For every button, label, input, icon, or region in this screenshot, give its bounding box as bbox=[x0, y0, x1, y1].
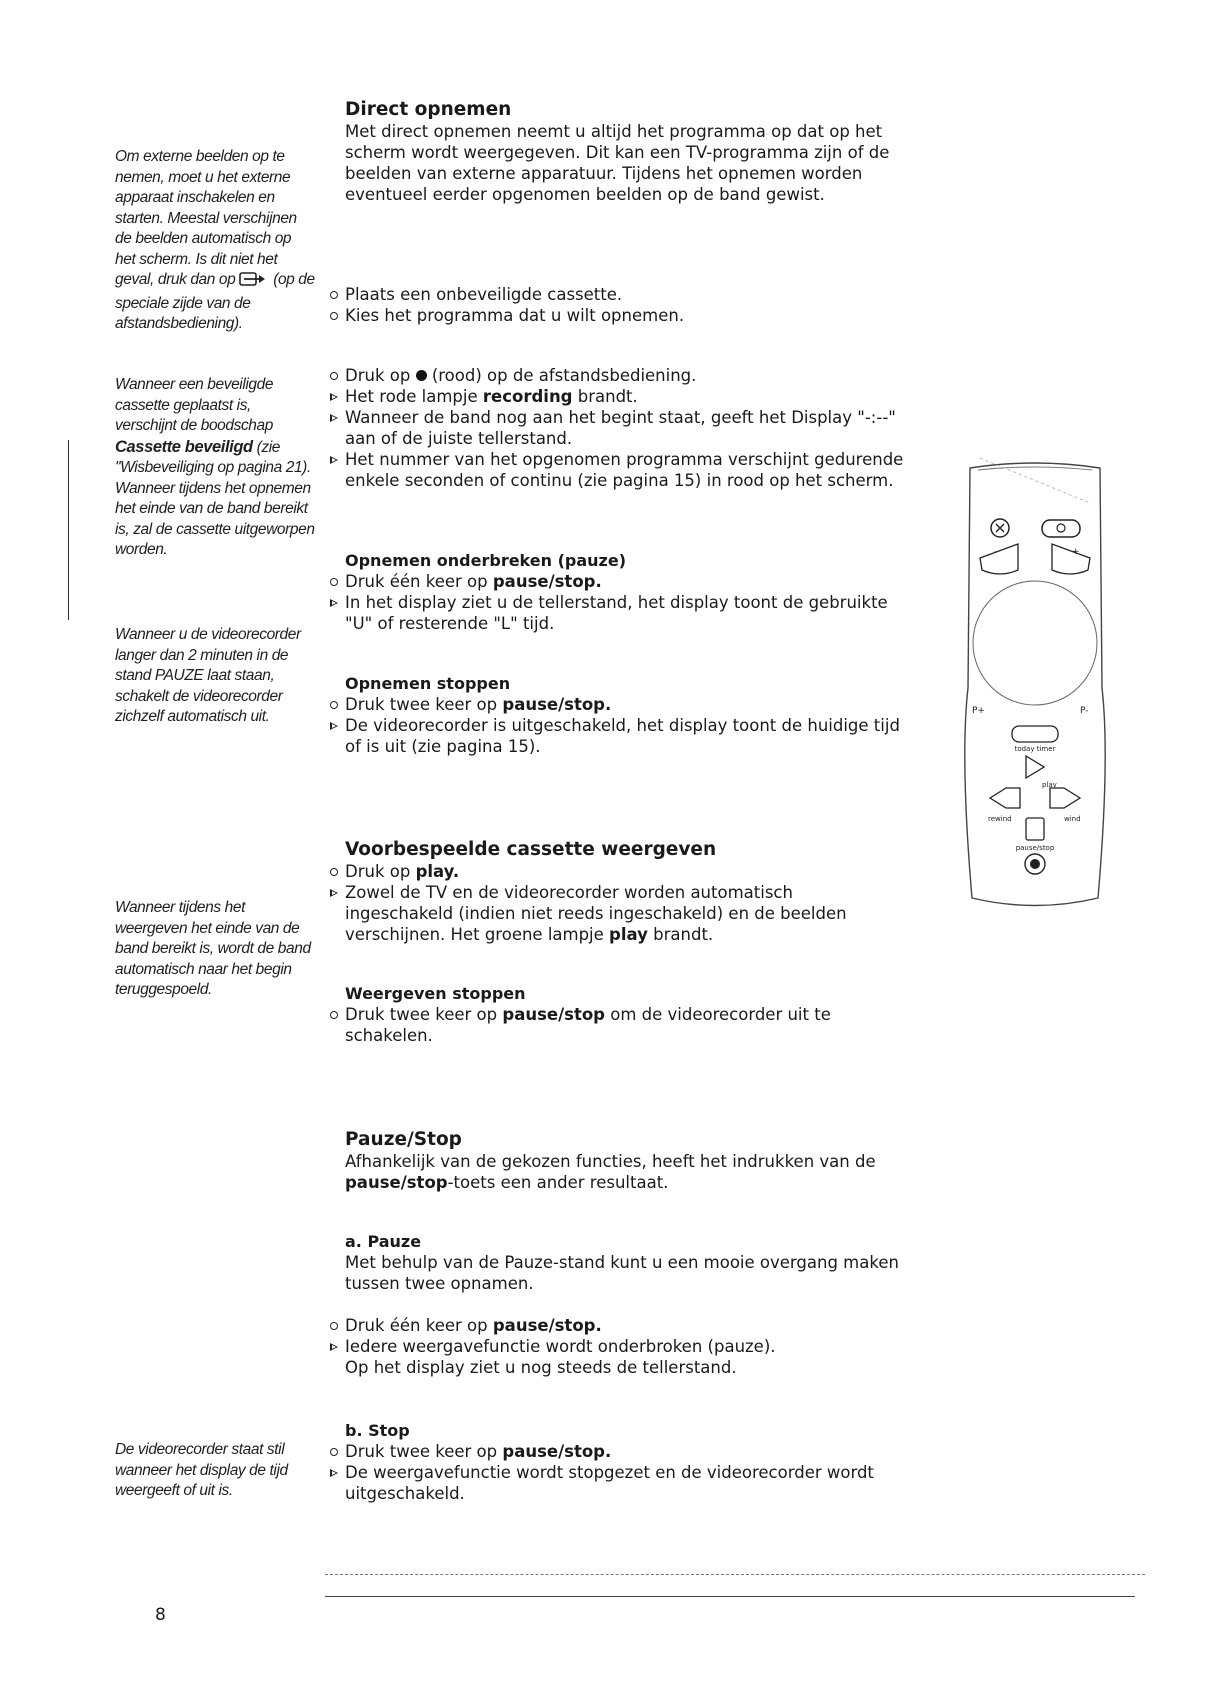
wheel-icon bbox=[973, 581, 1097, 705]
section-title: Opnemen onderbreken (pauze) bbox=[345, 551, 627, 570]
list-item: Wanneer de band nog aan het begint staat, geeft het Display "-:--" aan of de juiste tellerstand. bbox=[345, 407, 905, 449]
bullet-icon bbox=[327, 1315, 341, 1337]
list-item: Druk twee keer op pause/stop om de videorecorder uit te schakelen. bbox=[345, 1004, 905, 1046]
volume-plus-icon bbox=[1052, 544, 1090, 574]
intro-text: Afhankelijk van de gekozen functies, heeft het indrukken van de pause/stop-toets een ander resultaat. bbox=[345, 1152, 876, 1192]
result-arrow-icon bbox=[327, 1336, 341, 1358]
result-arrow-icon bbox=[327, 1462, 341, 1484]
list-item: Het rode lampje recording brandt. bbox=[345, 386, 905, 407]
list-item: Druk op play. bbox=[345, 861, 905, 882]
result-arrow-icon bbox=[327, 882, 341, 904]
section-title: Opnemen stoppen bbox=[345, 674, 511, 693]
label-rewind: rewind bbox=[988, 815, 1012, 823]
list-item: Zowel de TV en de videorecorder worden automatisch ingeschakeld (indien niet reeds ingeschakeld) en de beelden verschijnen. Het groene lampje play brandt. bbox=[345, 882, 905, 945]
list-item: Druk één keer op pause/stop. bbox=[345, 571, 905, 592]
sidebar-note-protected: Wanneer een beveiligde cassette geplaatst is, verschijnt de boodschap Cassette beveiligd (zie "Wisbeveiliging op pagina 21). Wanneer tijdens het opnemen het einde van de band bereikt is, zal de cassette uitgeworpen worden. bbox=[115, 376, 315, 558]
result-arrow-icon bbox=[327, 715, 341, 737]
result-arrow-icon bbox=[327, 592, 341, 614]
list-item: Op het display ziet u nog steeds de tellerstand. bbox=[345, 1358, 737, 1377]
label-play: play bbox=[1042, 781, 1057, 789]
list-item: Druk op (rood) op de afstandsbediening. bbox=[345, 365, 905, 386]
list-item: Het nummer van het opgenomen programma verschijnt gedurende enkele seconden of continu (zie pagina 15) in rood op het scherm. bbox=[345, 449, 905, 491]
bullet-icon bbox=[327, 1004, 341, 1026]
remote-body-outline bbox=[965, 463, 1105, 906]
bullet-icon bbox=[327, 694, 341, 716]
label-pause-stop: pause/stop bbox=[1015, 844, 1055, 852]
list-item: In het display ziet u de tellerstand, het display toont de gebruikte "U" of resterende "L" tijd. bbox=[345, 592, 905, 634]
subsection-stop bbox=[345, 1420, 905, 1504]
list-item: Kies het programma dat u wilt opnemen. bbox=[345, 305, 905, 326]
result-arrow-icon bbox=[327, 386, 341, 408]
play-button-icon bbox=[1026, 756, 1044, 778]
margin-change-bar bbox=[68, 440, 69, 620]
section-stop-record bbox=[345, 673, 905, 757]
section-stop-playback bbox=[345, 983, 905, 1046]
section-title: Pauze/Stop bbox=[345, 1129, 462, 1150]
bullet-icon bbox=[327, 571, 341, 593]
svg-text:+: + bbox=[1072, 547, 1080, 557]
result-arrow-icon bbox=[327, 407, 341, 429]
subsection-pause-steps bbox=[345, 1315, 905, 1378]
wind-button-icon bbox=[1050, 788, 1080, 808]
intro-text: Met direct opnemen neemt u altijd het programma op dat op het scherm wordt weergegeven. Dit kan een TV-programma zijn of de beelden van externe apparatuur. Tijdens het opnemen worden eventueel eerder opgenomen beelden op de band gewist. bbox=[345, 122, 890, 204]
direct-steps-2 bbox=[345, 365, 905, 491]
remote-control-illustration bbox=[960, 458, 1110, 913]
section-title: Weergeven stoppen bbox=[345, 984, 526, 1003]
bullet-icon bbox=[327, 305, 341, 327]
subsection-title: b. Stop bbox=[345, 1421, 410, 1440]
sidebar-note-pause: Wanneer u de videorecorder langer dan 2 minuten in de stand PAUZE laat staan, schakelt de videorecorder zichzelf automatisch uit. bbox=[115, 626, 301, 725]
page-number: 8 bbox=[155, 1605, 166, 1625]
bullet-icon bbox=[327, 284, 341, 306]
bullet-icon bbox=[327, 1441, 341, 1463]
list-item: Iedere weergavefunctie wordt onderbroken (pauze). bbox=[345, 1336, 905, 1357]
label-today-timer: today timer bbox=[1014, 745, 1056, 753]
record-dot-icon bbox=[416, 370, 427, 381]
pause-stop-button-icon bbox=[1026, 818, 1044, 840]
label-p-plus: P+ bbox=[972, 706, 985, 716]
label-wind: wind bbox=[1064, 815, 1081, 823]
sidebar-note-rewind: Wanneer tijdens het weergeven het einde van de band bereikt is, wordt de band automatisch naar het begin teruggespoeld. bbox=[115, 899, 311, 998]
subsection-title: a. Pauze bbox=[345, 1232, 422, 1251]
footer-rule-bottom bbox=[325, 1596, 1135, 1597]
list-item: Druk twee keer op pause/stop. bbox=[345, 1441, 905, 1462]
svg-text:-: - bbox=[994, 547, 998, 557]
bullet-icon bbox=[327, 365, 341, 387]
section-interrupt bbox=[345, 550, 905, 634]
standby-button-icon bbox=[1042, 520, 1080, 537]
section-title: Voorbespeelde cassette weergeven bbox=[345, 839, 717, 860]
volume-minus-icon bbox=[980, 544, 1018, 574]
section-pause-stop bbox=[345, 1128, 905, 1193]
sidebar-note-external: Om externe beelden op te nemen, moet u het externe apparaat inschakelen en starten. Meestal verschijnen de beelden automatisch op het scherm. Is dit niet het geval, druk dan op (op de speciale zijde van de afstandsbediening). bbox=[115, 148, 315, 332]
label-p-minus: P- bbox=[1080, 706, 1089, 716]
list-item: Druk twee keer op pause/stop. bbox=[345, 694, 905, 715]
result-arrow-icon bbox=[327, 449, 341, 471]
section-title: Direct opnemen bbox=[345, 99, 512, 120]
external-input-icon bbox=[239, 271, 269, 294]
direct-steps bbox=[345, 284, 905, 326]
list-item: Druk één keer op pause/stop. bbox=[345, 1315, 905, 1336]
section-direct-record bbox=[345, 98, 905, 205]
rewind-button-icon bbox=[990, 788, 1020, 808]
list-item: De weergavefunctie wordt stopgezet en de videorecorder wordt uitgeschakeld. bbox=[345, 1462, 905, 1504]
sidebar-note-standstill: De videorecorder staat stil wanneer het display de tijd weergeeft of uit is. bbox=[115, 1441, 288, 1499]
list-item: Plaats een onbeveiligde cassette. bbox=[345, 284, 905, 305]
section-playback bbox=[345, 838, 905, 945]
list-item: De videorecorder is uitgeschakeld, het display toont de huidige tijd of is uit (zie pagina 15). bbox=[345, 715, 905, 757]
footer-rule-top bbox=[325, 1574, 1145, 1575]
today-timer-button-icon bbox=[1012, 726, 1058, 742]
bullet-icon bbox=[327, 861, 341, 883]
subsection-pause: a. Pauze Met behulp van de Pauze-stand kunt u een mooie overgang maken tussen twee opnamen. bbox=[345, 1231, 905, 1294]
